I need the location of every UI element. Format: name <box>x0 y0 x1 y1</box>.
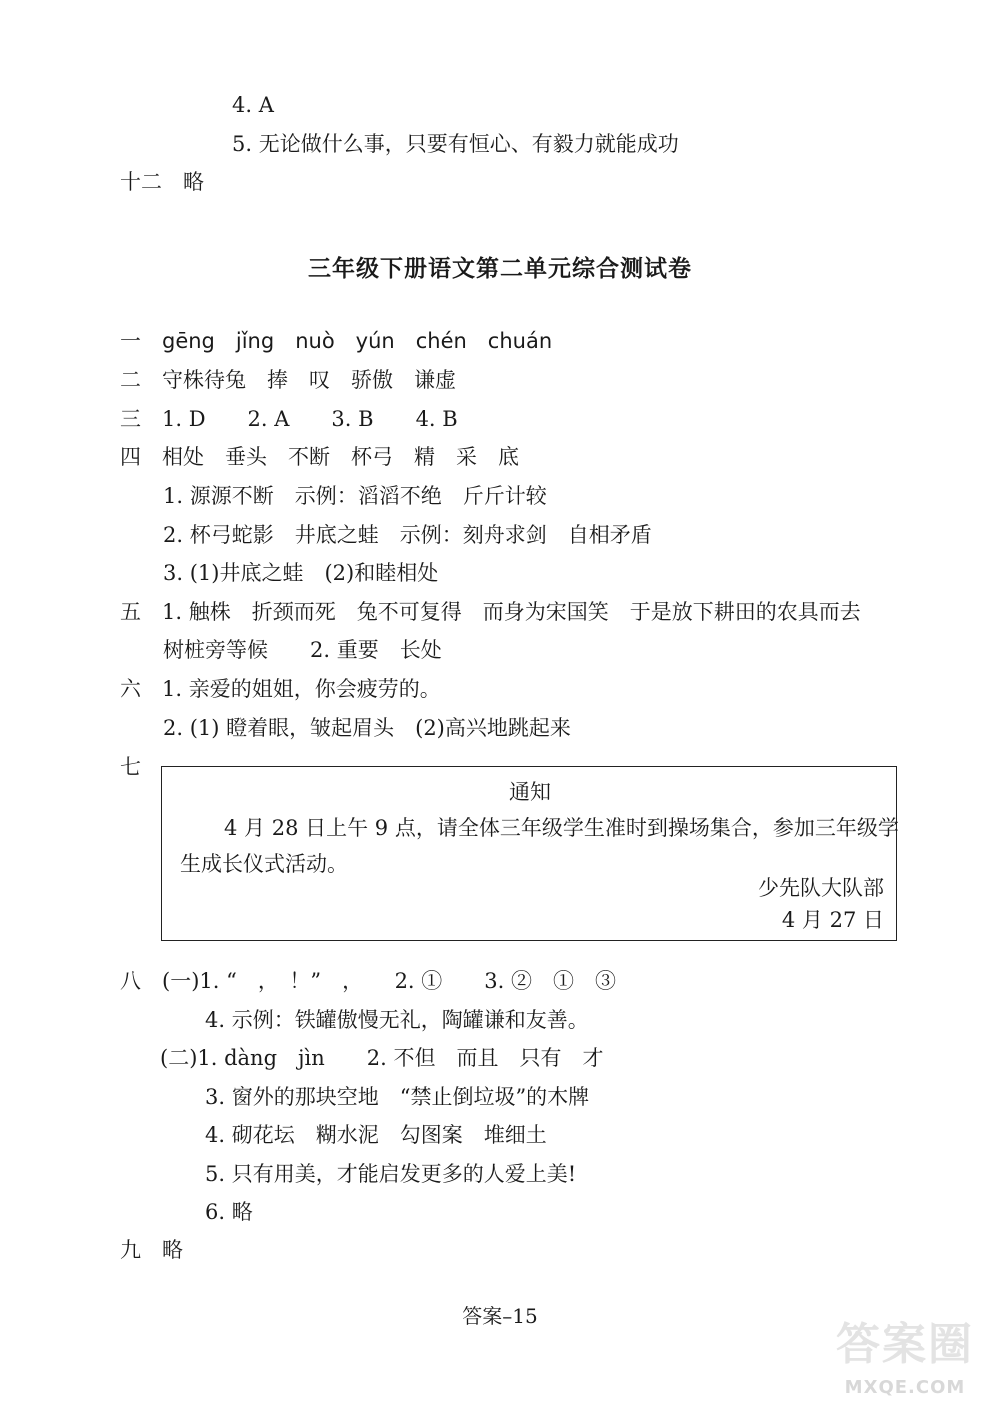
answer-line: 二 守株待兔 捧 叹 骄傲 谦虚 <box>120 368 456 392</box>
answer-line: 五 1. 触株 折颈而死 兔不可复得 而身为宋国笑 于是放下耕田的农具而去 <box>120 600 861 624</box>
page-title: 三年级下册语文第二单元综合测试卷 <box>308 256 692 282</box>
answer-line: 六 1. 亲爱的姐姐，你会疲劳的。 <box>120 677 441 701</box>
answer-line: 十二 略 <box>120 170 204 194</box>
answer-line: 树桩旁等候 2. 重要 长处 <box>163 638 442 662</box>
answer-line: 四 相处 垂头 不断 杯弓 精 采 底 <box>120 445 519 469</box>
notice-heading: 通知 <box>509 780 551 804</box>
answer-line: 1. 源源不断 示例：滔滔不绝 斤斤计较 <box>163 484 547 508</box>
watermark-logo <box>830 1315 980 1410</box>
notice-signature: 少先队大队部 <box>758 876 884 900</box>
answer-line: 2. 杯弓蛇影 井底之蛙 示例：刻舟求剑 自相矛盾 <box>163 523 652 547</box>
answer-line-pinyin: 一 gēng jǐng nuò yún chén chuán <box>120 329 553 353</box>
answer-line: 5. 只有用美，才能启发更多的人爱上美! <box>205 1162 577 1186</box>
answer-line: (二)1. dàng jìn 2. 不但 而且 只有 才 <box>160 1046 604 1070</box>
answer-line: 3. (1)井底之蛙 (2)和睦相处 <box>163 561 439 585</box>
answer-line: 4. 砌花坛 糊水泥 勾图案 堆细土 <box>205 1123 547 1147</box>
answer-line: 4. A <box>232 93 274 117</box>
watermark-text: 答案圈 <box>836 1319 974 1370</box>
answer-line: 九 略 <box>120 1238 183 1262</box>
answer-line: 2. (1) 瞪着眼，皱起眉头 (2)高兴地跳起来 <box>163 716 571 740</box>
answer-line: 八 (一)1. “ ， ！” ， 2. ① 3. ② ① ③ <box>120 969 616 993</box>
page-number: 答案–15 <box>462 1304 538 1328</box>
answer-line: 七 <box>120 755 141 779</box>
answer-line: 3. 窗外的那块空地 “禁止倒垃圾”的木牌 <box>205 1085 590 1109</box>
answer-line: 5. 无论做什么事，只要有恒心、有毅力就能成功 <box>232 132 679 156</box>
notice-body: 生成长仪式活动。 <box>180 852 348 876</box>
answer-line: 三 1. D 2. A 3. B 4. B <box>120 407 458 431</box>
answer-line: 6. 略 <box>205 1200 253 1224</box>
notice-date: 4 月 27 日 <box>781 908 884 932</box>
notice-body: 4 月 28 日上午 9 点，请全体三年级学生准时到操场集合，参加三年级学 <box>224 816 899 840</box>
notice-box <box>161 766 897 941</box>
answer-line: 4. 示例：铁罐傲慢无礼，陶罐谦和友善。 <box>205 1008 589 1032</box>
watermark-url: MXQE.COM <box>844 1377 966 1398</box>
